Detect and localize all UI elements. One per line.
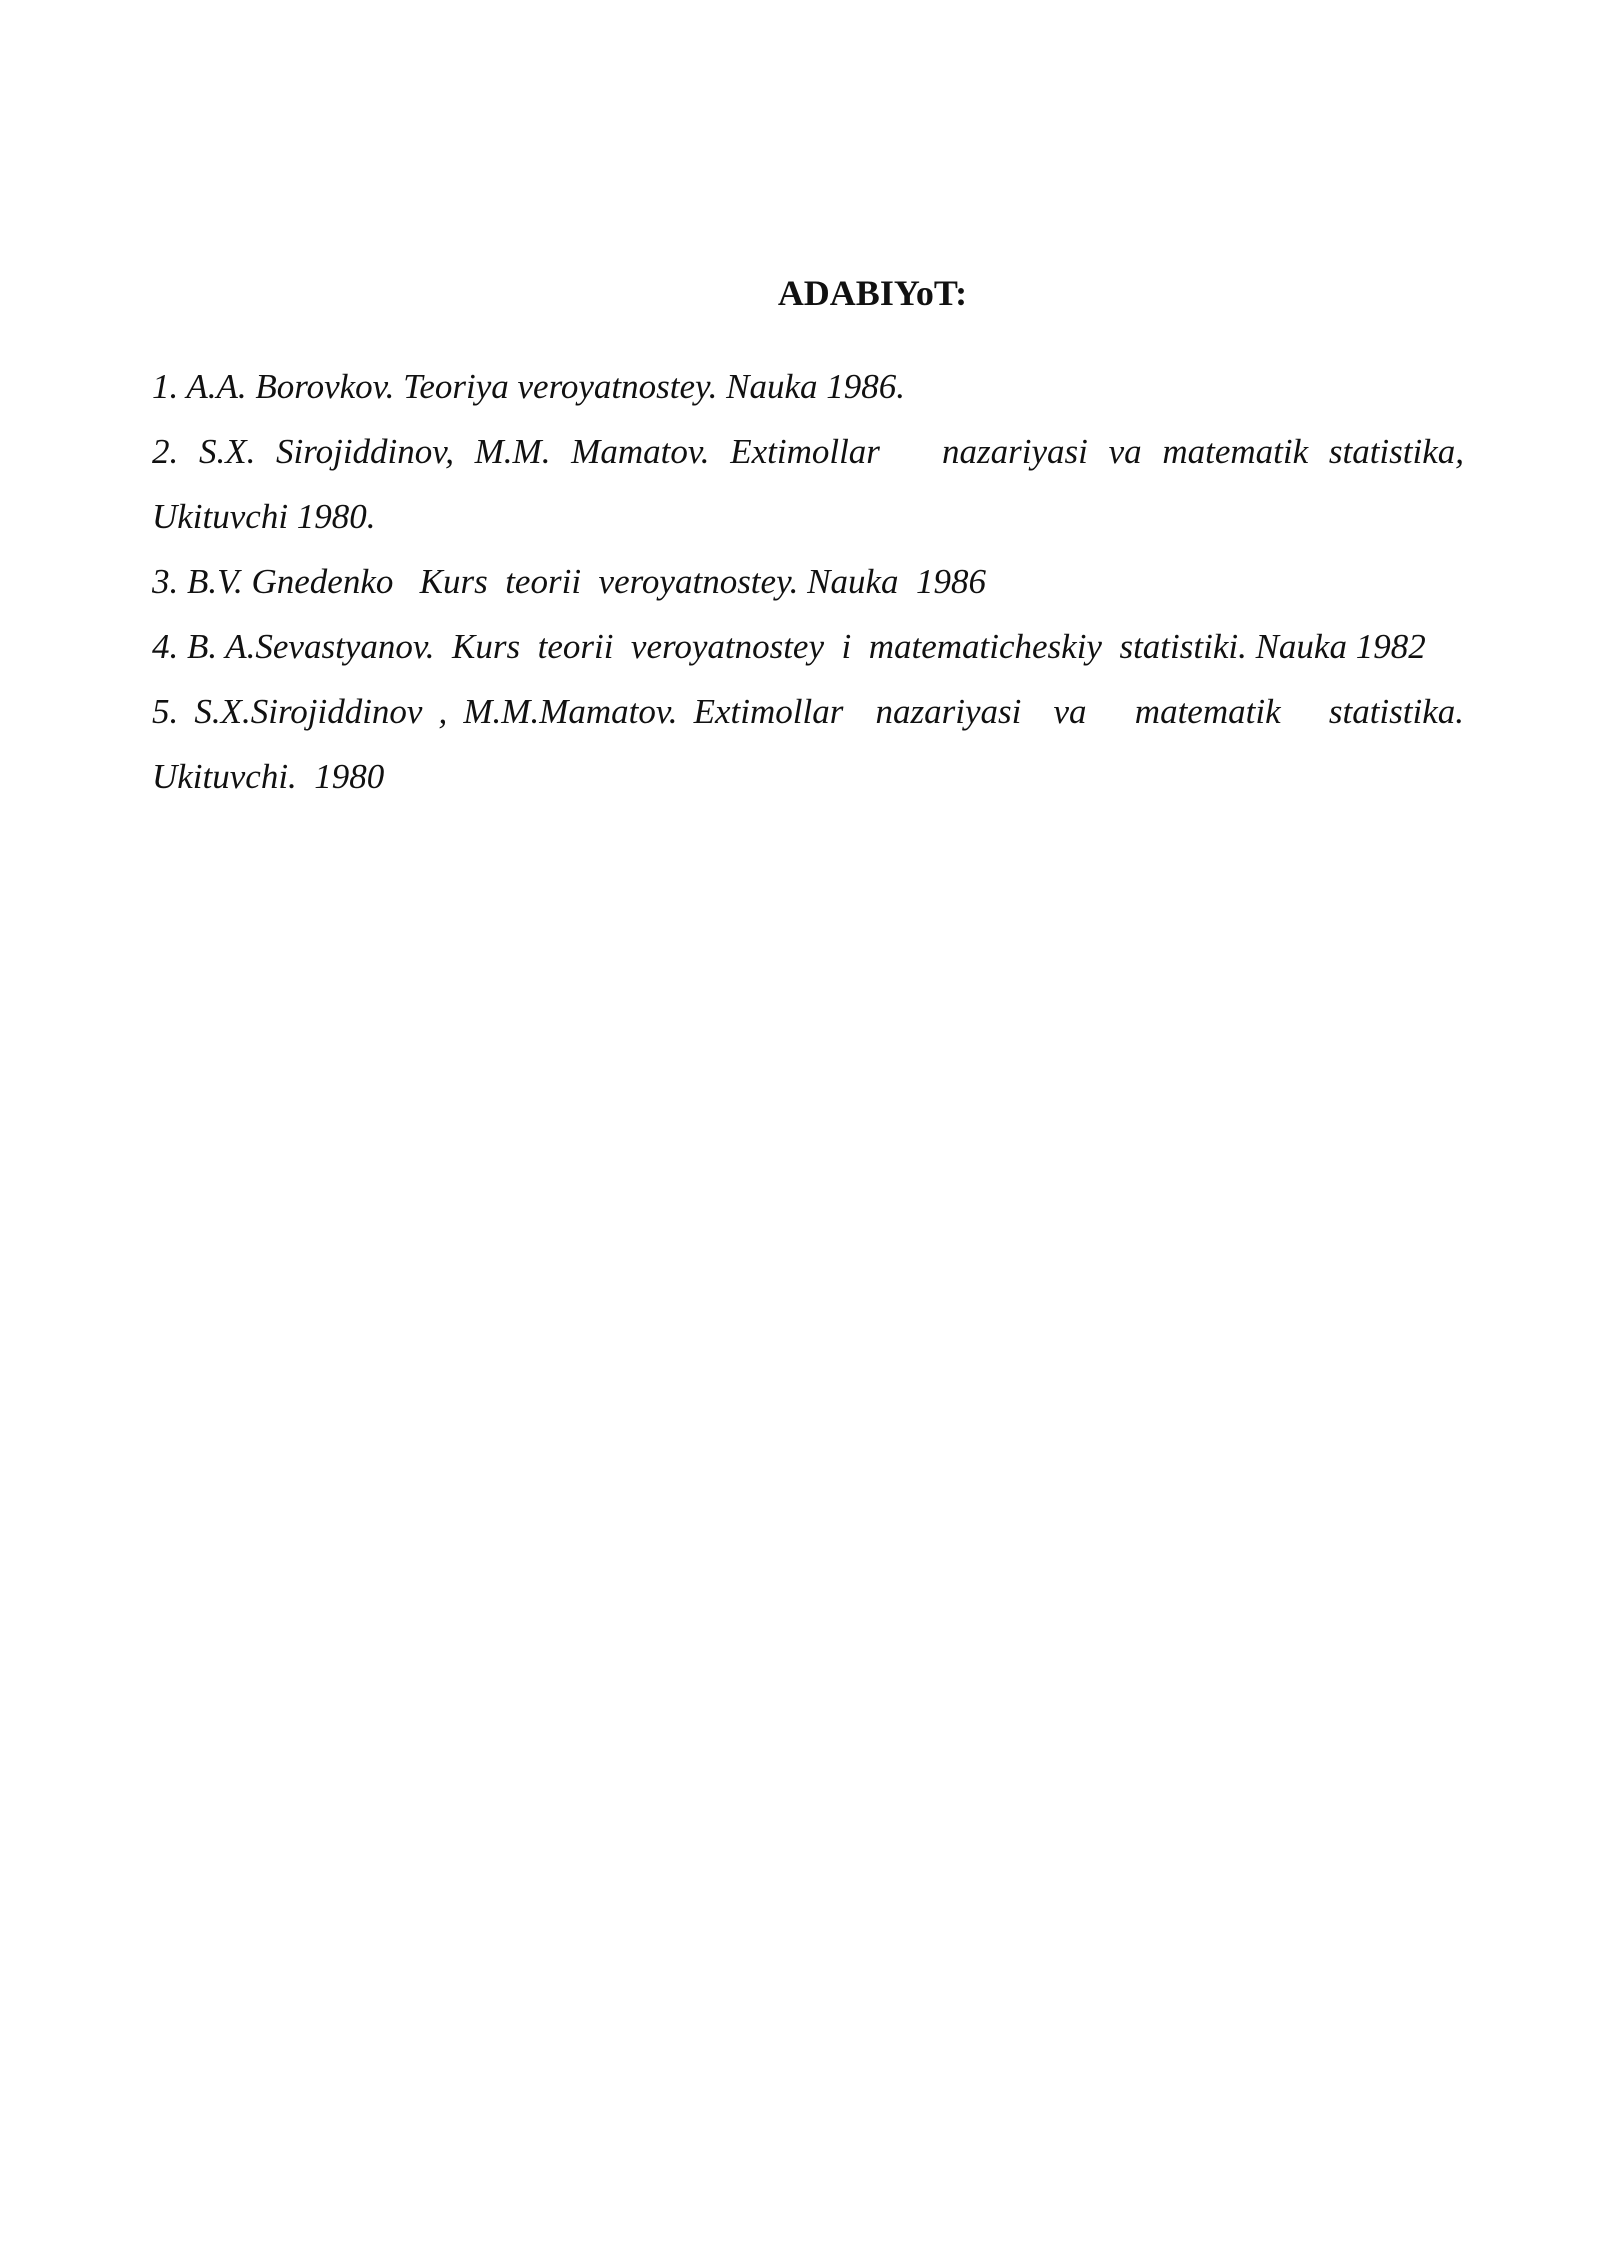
reference-item-2: 2. S.X. Sirojiddinov, M.M. Mamatov. Extimollar nazariyasi va matematik statistika, Ukituvchi 1980.: [152, 432, 1473, 536]
bibliography-heading: ADABIYoT:: [777, 273, 968, 313]
reference-item-5: 5. S.X.Sirojiddinov , M.M.Mamatov. Extimollar nazariyasi va matematik statistika. Ukituvchi. 1980: [152, 692, 1473, 796]
reference-item-4: 4. B. A.Sevastyanov. Kurs teorii veroyatnostey i matematicheskiy statistiki. Nauka 1982: [152, 627, 1426, 666]
reference-item-1: 1. A.A. Borovkov. Teoriya veroyatnostey. Nauka 1986.: [152, 367, 906, 406]
reference-list: [152, 354, 1473, 809]
reference-item-3: 3. B.V. Gnedenko Kurs teorii veroyatnostey. Nauka 1986: [152, 562, 987, 601]
